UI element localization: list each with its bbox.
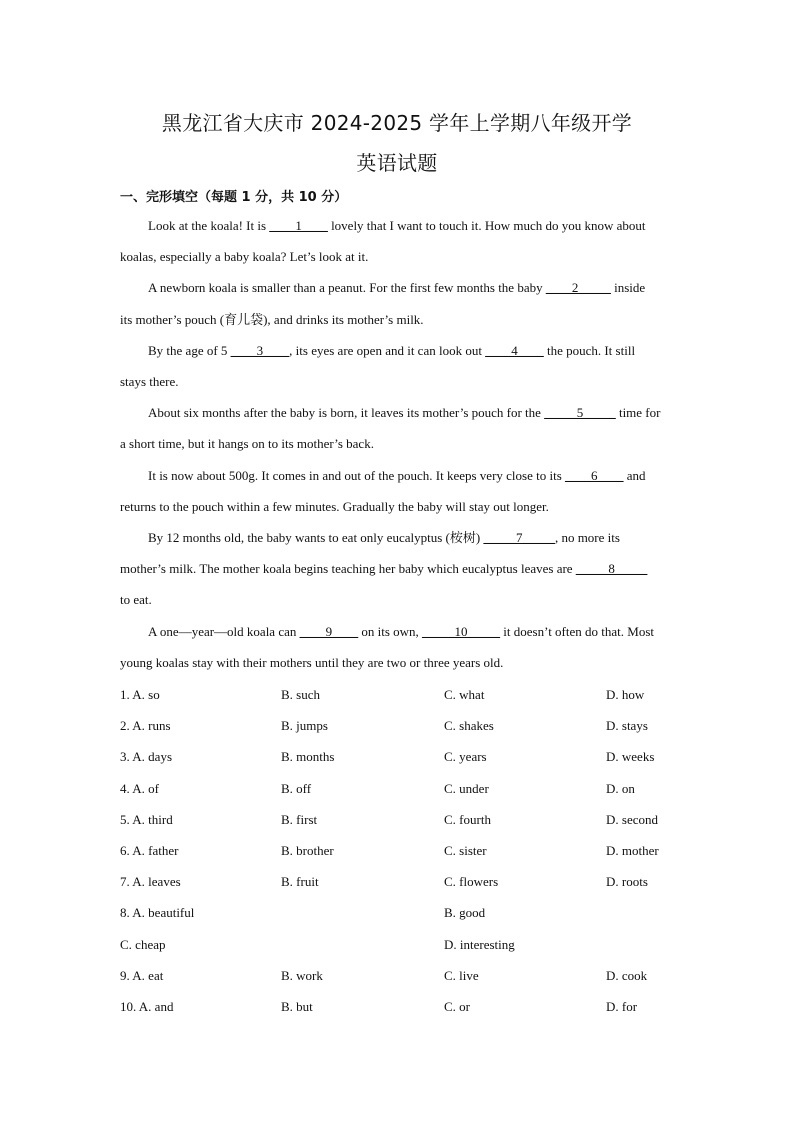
option-a: 6. A. father [120, 843, 179, 858]
option-d: D. weeks [606, 749, 655, 764]
passage-line: stays there. [120, 374, 179, 389]
option-c: C. sister [444, 843, 487, 858]
option-row [120, 841, 680, 861]
passage-text: By the age of 5 [148, 343, 231, 358]
option-d: D. cook [606, 968, 648, 983]
passage-line [120, 466, 674, 486]
passage-line: young koalas stay with their mothers until they are two or three years old. [120, 655, 504, 670]
passage-line: returns to the pouch within a few minutes. Gradually the baby will stay out longer. [120, 499, 549, 514]
blank-5: _____5_____ [544, 405, 616, 420]
passage-text: mother’s milk. The mother koala begins teaching her baby which eucalyptus leaves are [120, 561, 576, 576]
option-c: C. fourth [444, 812, 491, 827]
blank-7: _____7_____ [483, 530, 555, 545]
blank-1: ____1____ [269, 218, 328, 233]
blank-3: ____3____ [230, 343, 290, 358]
passage-line: a short time, but it hangs on to its mother’s back. [120, 436, 374, 451]
passage-line: to eat. [120, 592, 152, 607]
option-c: C. or [444, 999, 470, 1014]
option-c: C. cheap [120, 937, 166, 952]
passage-line [120, 341, 674, 361]
passage-text: inside [610, 280, 646, 295]
passage-text: time for [615, 405, 661, 420]
option-d: D. stays [606, 718, 648, 733]
option-a: 10. A. and [120, 999, 174, 1014]
passage-line: its mother’s pouch (育儿袋), and drinks its mother’s milk. [120, 312, 424, 327]
option-c: C. flowers [444, 874, 499, 889]
option-b: B. off [281, 781, 312, 796]
option-b: B. such [281, 687, 320, 702]
option-a: 3. A. days [120, 749, 172, 764]
option-a: 8. A. beautiful [120, 905, 195, 920]
option-row [120, 935, 680, 955]
option-c: C. under [444, 781, 489, 796]
passage-text: it doesn’t often do that. Most [500, 624, 654, 639]
exam-title: 黑龙江省大庆市 2024-2025 学年上学期八年级开学 [161, 111, 633, 135]
option-d: D. mother [606, 843, 659, 858]
blank-10: _____10_____ [422, 624, 501, 639]
blank-6: ____6____ [565, 468, 624, 483]
passage-text: It is now about 500g. It comes in and out of the pouch. It keeps very close to its [148, 468, 566, 483]
option-b: B. jumps [281, 718, 328, 733]
option-row [120, 685, 680, 705]
option-d: D. for [606, 999, 638, 1014]
option-a: 2. A. runs [120, 718, 171, 733]
option-row [120, 810, 680, 830]
passage-line [120, 528, 674, 548]
option-d: D. second [606, 812, 658, 827]
option-d: D. interesting [444, 937, 515, 952]
passage-text: About six months after the baby is born, it leaves its mother’s pouch for the [148, 405, 545, 420]
option-a: 5. A. third [120, 812, 173, 827]
option-a: 7. A. leaves [120, 874, 181, 889]
option-row [120, 872, 680, 892]
option-row [120, 716, 680, 736]
option-row [120, 997, 680, 1017]
passage-text: A one—year—old koala can [148, 624, 300, 639]
blank-8: _____8_____ [575, 561, 648, 576]
option-b: B. work [281, 968, 323, 983]
option-row [120, 779, 680, 799]
passage-line [120, 559, 674, 579]
passage-text: , its eyes are open and it can look out [289, 343, 486, 358]
passage-text: and [623, 468, 646, 483]
option-c: C. live [444, 968, 479, 983]
passage-line [120, 278, 674, 298]
option-row [120, 966, 680, 986]
passage-line [120, 622, 674, 642]
option-d: D. how [606, 687, 645, 702]
passage-text: the pouch. It still [543, 343, 636, 358]
passage-text: lovely that I want to touch it. How much do you know about [327, 218, 646, 233]
option-b: B. but [281, 999, 313, 1014]
blank-9: ____9____ [299, 624, 359, 639]
section-heading: 一、完形填空（每题 1 分，共 10 分） [120, 190, 348, 205]
blank-2: ____2_____ [545, 280, 611, 295]
passage-line [120, 403, 674, 423]
option-a: 1. A. so [120, 687, 160, 702]
option-b: B. good [444, 905, 486, 920]
passage-text: on its own, [358, 624, 423, 639]
subject-title: 英语试题 [356, 151, 438, 175]
option-d: D. on [606, 781, 635, 796]
option-b: B. months [281, 749, 335, 764]
passage-text: , no more its [554, 530, 620, 545]
passage-line: koalas, especially a baby koala? Let’s look at it. [120, 249, 369, 264]
passage-text: By 12 months old, the baby wants to eat only eucalyptus (桉树) [148, 530, 484, 545]
option-b: B. brother [281, 843, 334, 858]
passage-line [120, 216, 674, 236]
option-c: C. what [444, 687, 485, 702]
option-row [120, 903, 680, 923]
option-row [120, 747, 680, 767]
option-a: 4. A. of [120, 781, 159, 796]
passage-text: Look at the koala! It is [148, 218, 270, 233]
blank-4: ____4____ [485, 343, 544, 358]
option-d: D. roots [606, 874, 648, 889]
option-a: 9. A. eat [120, 968, 164, 983]
option-b: B. first [281, 812, 318, 827]
passage-text: A newborn koala is smaller than a peanut. For the first few months the baby [148, 280, 546, 295]
option-c: C. shakes [444, 718, 494, 733]
option-c: C. years [444, 749, 487, 764]
option-b: B. fruit [281, 874, 319, 889]
